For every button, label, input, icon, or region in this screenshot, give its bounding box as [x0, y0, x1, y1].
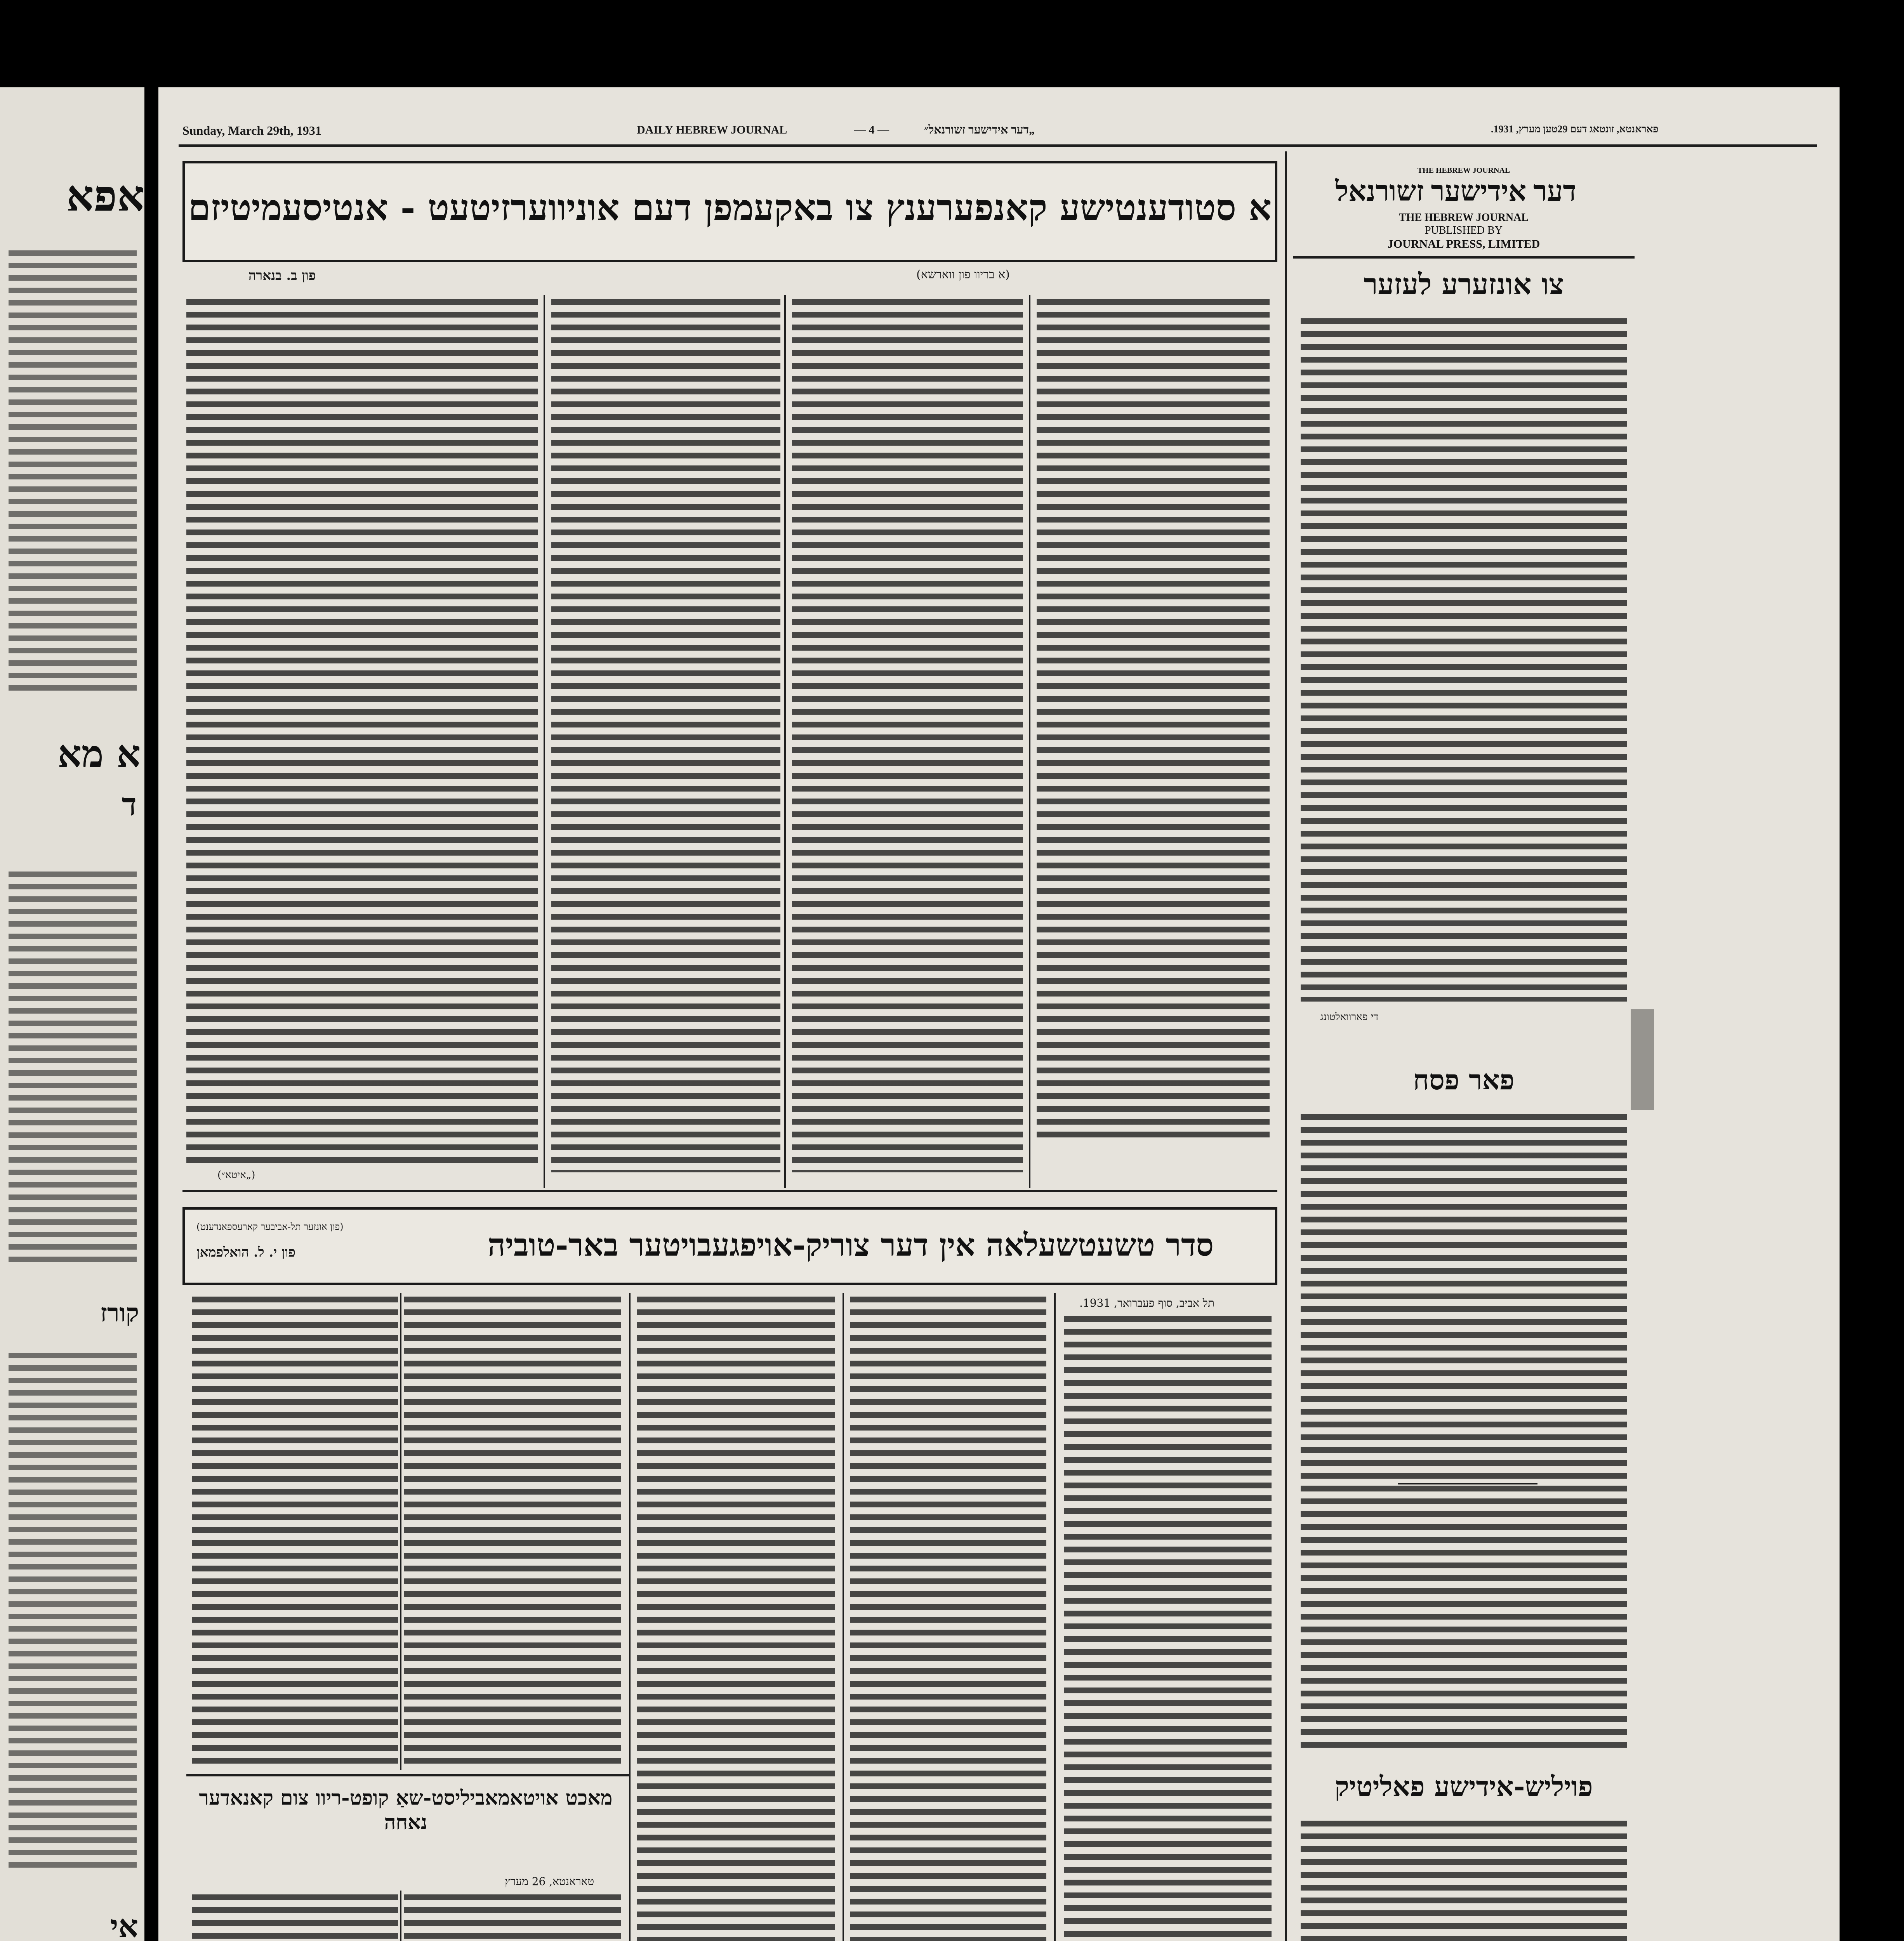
second-story-column	[1064, 1316, 1272, 1941]
editorial-text	[1301, 1821, 1627, 1941]
second-story-title: סדר טשעטשעלאה אין דער צוריק-אויפגעבויטער באר-טוביה	[488, 1227, 1214, 1263]
main-story-column	[792, 299, 1023, 1172]
editorial-title: פויליש-אידישע פאליטיק	[1334, 1770, 1593, 1802]
left-page-column	[9, 250, 137, 697]
main-story-column	[551, 299, 780, 1172]
main-story-credit: („איטא״)	[217, 1169, 255, 1181]
masthead-yiddish-title: דער אידישער זשורנאל	[1335, 176, 1576, 207]
main-story-column	[1037, 299, 1270, 1141]
sidebar-title: מאכט אויטאמאביליסט-שאַ קופט-ריוו צום קאנאדער נאחה	[199, 1786, 613, 1835]
left-page-headline-fragment: ד	[122, 786, 137, 823]
second-story-column	[637, 1297, 835, 1941]
left-page-column	[9, 872, 137, 1267]
column-rule	[1029, 295, 1030, 1188]
folio-yiddish-title: „דער אידישער זשורנאל״	[924, 123, 1035, 136]
second-story-column	[404, 1297, 621, 1766]
masthead-published-by: PUBLISHED BY	[1425, 224, 1503, 236]
column-rule	[400, 1293, 401, 1770]
column-rule	[843, 1293, 844, 1941]
masthead-rule	[1293, 256, 1635, 259]
second-story-column	[192, 1297, 398, 1766]
folio-rule	[179, 144, 1817, 147]
column-rule	[544, 295, 545, 1188]
masthead-publisher: JOURNAL PRESS, LIMITED	[1387, 238, 1540, 250]
left-page-headline-fragment: אי	[110, 1908, 138, 1941]
second-story-column	[850, 1297, 1046, 1941]
masthead-english-title: THE HEBREW JOURNAL	[1399, 212, 1529, 224]
second-story-dateline: תל אביב, סוף פעברואר, 1931.	[1079, 1297, 1214, 1309]
editorial-signature: די פארוואלטונג	[1320, 1011, 1379, 1023]
column-rule	[1054, 1293, 1056, 1941]
editorial-title: צו אונזערע לעזער	[1364, 268, 1564, 301]
column-rule	[629, 1293, 631, 1941]
editorial-title: פאר פסח	[1413, 1064, 1515, 1096]
main-story-byline: פון ב. בנארה	[248, 268, 316, 283]
page-fold-shadow	[144, 87, 158, 1941]
left-page-column	[9, 1353, 137, 1869]
sidebar-column	[404, 1894, 621, 1941]
main-story-column	[186, 299, 538, 1165]
left-page-fragment	[0, 87, 144, 1941]
left-page-headline-fragment: קורז	[100, 1299, 139, 1328]
second-story-byline: פון י. ל. הואלפמאן	[196, 1245, 295, 1260]
main-story-source: (א בריוו פון ווארשא)	[916, 268, 1010, 281]
folio-masthead: DAILY HEBREW JOURNAL	[637, 123, 787, 136]
editorial-text	[1301, 1114, 1627, 1751]
column-rule	[784, 295, 786, 1188]
second-story-headline-box	[182, 1207, 1277, 1285]
folio-page-number: — 4 —	[854, 123, 889, 136]
sidebar-column	[192, 1894, 398, 1941]
sidebar-dateline: טאראנטא, 26 מערץ	[505, 1875, 594, 1888]
page-tear-shadow	[1631, 1009, 1654, 1110]
left-page-headline-fragment: אפא	[66, 171, 144, 221]
page-edge-shadow	[1840, 87, 1904, 1941]
folio-date-right: פאראנטא, זונטאג דעם 29טען מערץ, 1931.	[1491, 123, 1659, 135]
editorial-divider	[1398, 1483, 1537, 1484]
main-story-title: א סטודענטישע קאנפערענץ צו באקעמפן דעם אוניווערזיטעט - אנטיסעמיטיזם	[188, 187, 1272, 229]
second-story-source: (פון אונזער תל-אביבער קארעספאנדענט)	[196, 1221, 344, 1232]
masthead-top-label: THE HEBREW JOURNAL	[1417, 166, 1510, 175]
column-rule	[400, 1891, 401, 1941]
column-rule	[1285, 151, 1287, 1941]
section-divider	[182, 1190, 1277, 1192]
main-story-headline-box	[182, 161, 1277, 262]
folio-date-left: Sunday, March 29th, 1931	[182, 123, 321, 137]
editorial-text	[1301, 318, 1627, 1002]
section-divider	[186, 1774, 629, 1776]
left-page-headline-fragment: א מא	[57, 732, 141, 776]
